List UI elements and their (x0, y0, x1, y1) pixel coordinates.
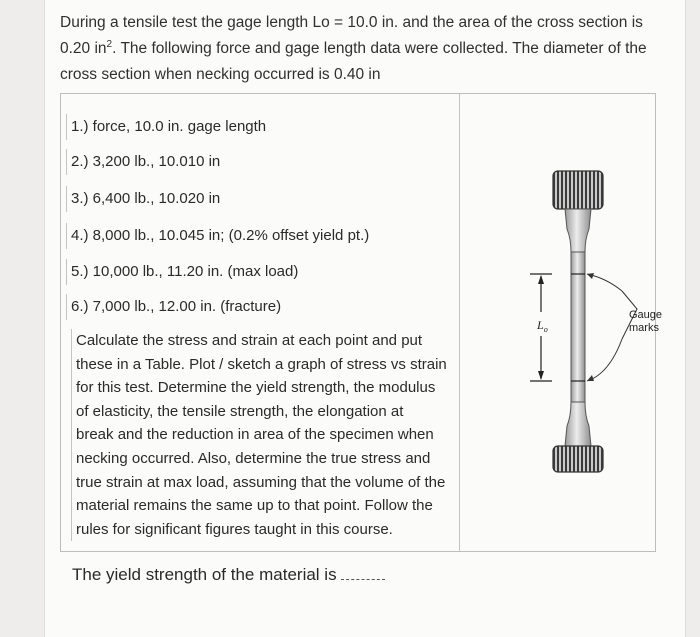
data-table (60, 93, 663, 552)
bottom-shoulder (565, 402, 591, 446)
tensile-specimen-diagram (461, 134, 663, 474)
instructions-line: these in a Table. Plot / sketch a graph of stress vs strain (76, 355, 447, 373)
intro-line-1: During a tensile test the gage length Lo = 10.0 in. and the area of the cross section is (60, 14, 643, 31)
intro-line-2: 0.20 $in^2$. The following force and gage length data were collected. The diameter of the (60, 38, 647, 57)
gauge-marks-label-2: marks (629, 322, 659, 334)
answer-blank (341, 565, 385, 580)
instructions-line: break and the reduction in area of the specimen when (76, 426, 434, 444)
instructions-paragraph (71, 329, 458, 541)
callout-arrow-top (587, 273, 594, 279)
instructions-line: Calculate the stress and strain at each point and put (76, 332, 423, 349)
question-text: The yield strength of the material is (72, 565, 337, 584)
callout-arrow-bottom (587, 375, 594, 381)
instructions-line: of elasticity, the tensile strength, the elongation at (76, 402, 404, 420)
instructions-line: for this test. Determine the yield strength, the modulus (76, 379, 436, 397)
data-point-5: 5.) 10,000 lb., 11.20 in. (max load) (66, 259, 298, 285)
question-prompt (72, 565, 385, 585)
data-point-2: 2.) 3,200 lb., 10.010 in (66, 149, 220, 175)
top-shoulder (565, 209, 591, 252)
instructions-line: material remains the same up to that point. Follow the (76, 497, 433, 515)
instructions-line: true strain at max load, assuming that the volume of the (76, 473, 446, 491)
instructions-line: necking occurred. Also, determine the true stress and (76, 449, 431, 467)
data-point-4: 4.) 8,000 lb., 10.045 in; (0.2% offset yield pt.) (66, 223, 369, 249)
data-point-6: 6.) 7,000 lb., 12.00 in. (fracture) (66, 294, 281, 320)
gauge-length-label: $L_o$ (537, 318, 548, 334)
problem-statement (60, 10, 670, 88)
data-point-1: 1.) force, 10.0 in. gage length (66, 114, 266, 140)
table-column-divider (459, 94, 460, 551)
top-threaded-grip (553, 171, 603, 209)
gauge-marks-label-1: Gauge (629, 309, 663, 321)
data-point-3: 3.) 6,400 lb., 10.020 in (66, 186, 220, 212)
intro-line-3: cross section when necking occurred is 0.40 in (60, 66, 381, 83)
instructions-line: rules for significant figures taught in this course. (76, 520, 393, 538)
callout-line-bottom (587, 339, 622, 381)
bottom-threaded-grip (553, 446, 603, 472)
